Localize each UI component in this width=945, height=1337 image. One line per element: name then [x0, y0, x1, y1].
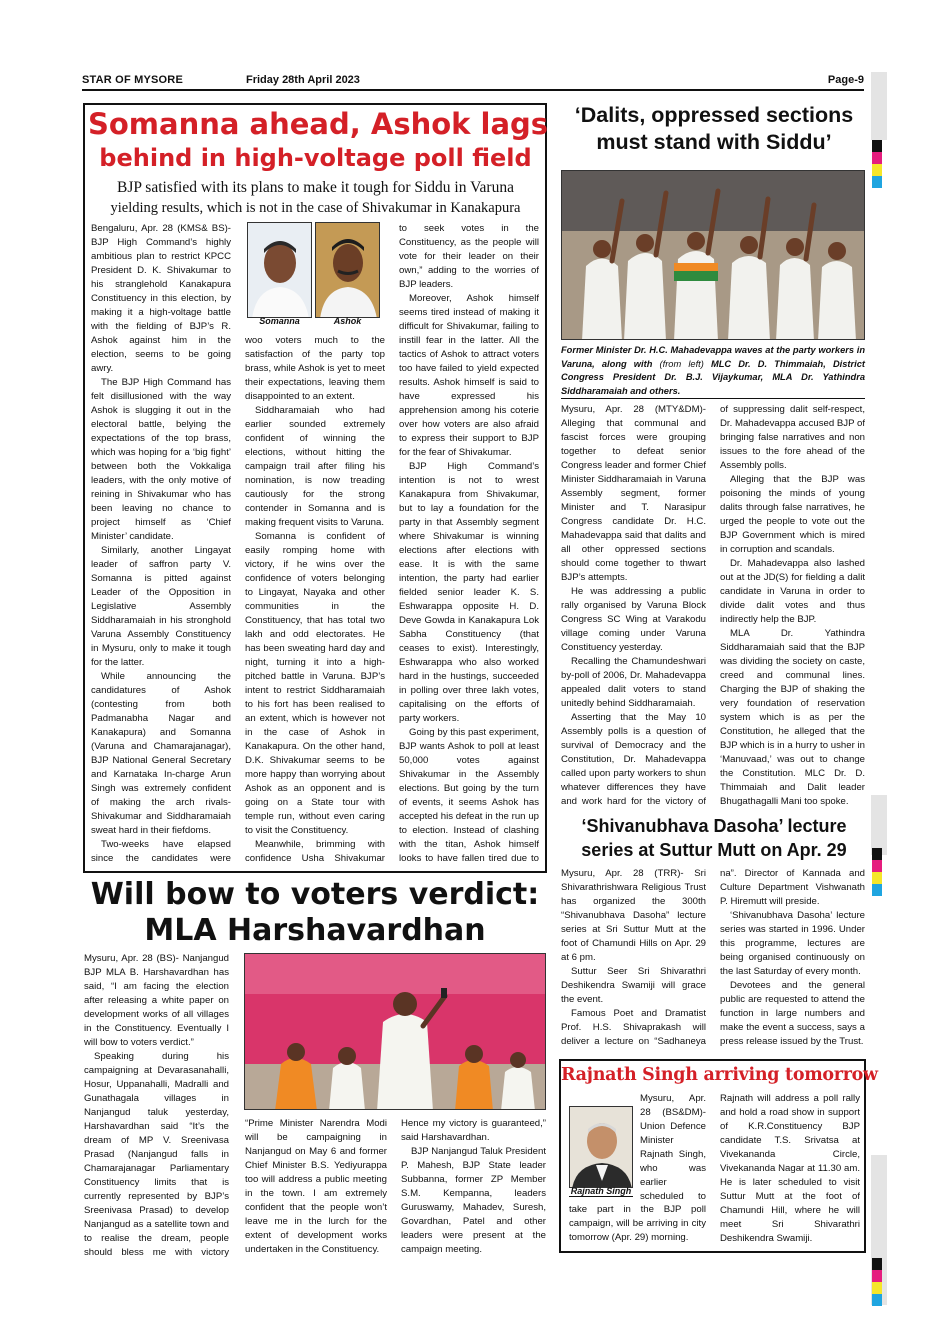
harsha-paragraph: Hence my victory is guaranteed,” said Harshavardhan.: [401, 1118, 546, 1143]
suttur-headline-line2: series at Suttur Mutt on Apr. 29: [581, 840, 847, 860]
lead-paragraph: While announcing the candidatures of Ashok (contesting from both Padmanabha Nagar and Kanakapura) and Somanna (Varuna and Chamarajanagar), BJP National General Secretary and Karnataka In-charge Arun Singh was extremely confident of making the arch rivals-Shivakumar and Siddharamaiah sweat hard in their fiefdoms.: [91, 671, 231, 836]
harsha-column-3: [401, 1117, 546, 1257]
harsha-paragraph: Mysuru, Apr. 28 (BS)- Nanjangud BJP MLA B. Harshavardhan has said, “I am facing the election after releasing a white paper on development works of all villages in the Constituency. Eventually I will bow to voters verdict.”: [84, 953, 229, 1048]
dalits-paragraph: of suppressing dalit self-respect, Dr. Mahadevappa accused BJP of bringing false narratives and non issues to the fore ahead of the Assembly polls.: [720, 404, 865, 471]
dalits-column-1: [561, 403, 706, 811]
suttur-paragraph: ‘Shivanubhava Dasoha’ lecture series was started in 1996. Under this programme, lectures are being organised continuously on the last Saturday of every month.: [720, 910, 865, 977]
dalits-paragraph: Dr. Mahadevappa also lashed out at the JD(S) for fielding a dalit candidate in Varuna in order to divide dalit votes and thus indirectly help the BJP.: [720, 558, 865, 625]
suttur-headline-line1: ‘Shivanubhava Dasoha’ lecture: [581, 816, 847, 836]
masthead-paper-name: STAR OF MYSORE: [82, 74, 183, 86]
rajnath-paragraph: take part in the BJP poll campaign, will be arriving in city tomorrow (Apr. 29) morning.: [569, 1204, 706, 1243]
dalits-paragraph: Recalling the Chamundeshwari by-poll of 2006, Dr. Mahadevappa appealed dalit voters to stand unitedly behind Siddharamaiah.: [561, 656, 706, 709]
suttur-paragraph: na”. Director of Kannada and Culture Department Vishwanath P. Hiremutt will preside.: [720, 868, 865, 907]
masthead-page-number: Page-9: [827, 74, 864, 86]
lead-paragraph: Meanwhile, brimming with confidence Usha Shivakumar: [245, 839, 385, 864]
lead-paragraph: Bengaluru, Apr. 28 (KMS& BS)- BJP High Command’s highly ambitious plan to restrict KPCC President D. K. Shivakumar to his stranglehold Kanakapura Constituency in this election, by making it a high-voltage battle with the fielding of BJP’s R. Ashok against him in the election, seems to be going awry.: [91, 223, 231, 374]
rajnath-portrait-icon: [570, 1107, 633, 1188]
print-gutter-strip: [871, 795, 887, 855]
rajnath-headline: Rajnath Singh arriving tomorrow: [561, 1065, 878, 1085]
rajnath-paragraph: Rajnath will address a poll rally and hold a road show in support of K.R.Constituency BJP candidate T.S. Srivatsa at Vivekananda Circle, Vivekananda Nagar at 11.30 am. He is later scheduled to visit Suttur Mutt at the foot of Chamundi Hill, where he will meet Sri Shivarathri Deshikendra Swamiji.: [720, 1093, 860, 1244]
suttur-paragraph: Mysuru, Apr. 28 (TRR)- Sri Shivarathrishwara Religious Trust has organized the 300th “Shivanubhava Dasoha” lecture series at Sri Suttur Mutt at the foot of Chamundi Hills on Apr. 29 at 6 pm.: [561, 868, 706, 963]
dalits-caption-rule: [561, 398, 865, 399]
harshavardhan-campaign-photo: [244, 953, 546, 1110]
harsha-headline-line2: MLA Harshavardhan: [144, 913, 486, 948]
lead-paragraph: BJP High Command’s intention is not to wrest Kanakapura from Shivakumar, but to lay a foundation for the party in that Assembly segment where Shivakumar is winning elections after elections with ease. It is with the same intention, the party had earlier fielded senior leader K. S. Eshwarappa opposite H. D. Deve Gowda in Kanakapura Lok Sabha Constituency (that ceases to exist). Interestingly, Eshwarappa who also worked hard in the hustings, succeeded in polling over three lakh votes, capitalising on the efforts of party workers.: [399, 461, 539, 724]
dalits-caption-from-left: (from left): [659, 358, 704, 369]
rajnath-photo-caption: Rajnath Singh: [570, 1186, 632, 1196]
masthead-rule: [82, 89, 864, 91]
dalits-paragraph: Alleging that the BJP was poisoning the minds of young dalits through false narratives, he urged the people to vote out the BJP Government which is mired in corruption and scandals.: [720, 474, 865, 555]
dalits-caption-text: Former Minister Dr. H.C. Mahadevappa waves at the party workers in Varuna, along with: [561, 345, 865, 369]
harsha-headline-line1: Will bow to voters verdict:: [90, 877, 540, 912]
lead-paragraph: The BJP High Command has felt disillusioned with the way Ashok is slugging it out in the electoral battle, belying the expectations of the top brass, which was hoping for a ‘big fight’ between both the Vokkaliga leaders, with the only motive of reining in Shivakumar who has been leaving no chance to project himself as ‘Chief Minister’ candidate.: [91, 377, 231, 542]
suttur-column-1: [561, 867, 706, 1049]
lead-paragraph: Two-weeks have elapsed since the candidates were: [91, 839, 231, 864]
suttur-paragraph: Famous Poet and Dramatist Prof. H.S. Shivaprakash will deliver a lecture on “Sadhaneya: [561, 1008, 706, 1047]
rally-crowd-icon: [562, 171, 865, 340]
somanna-portrait-icon: [248, 223, 312, 318]
harsha-paragraph: “Prime Minister Narendra Modi will be campaigning in Nanjangud on May 6 and former Chief Minister B.S. Yediyurappa too will address a public meeting in the town. I am extremely confident that the people won’t leave me in the lurch for the extent of development works undertaken in the Constituency.: [245, 1118, 387, 1255]
lead-headline-line2: behind in high-voltage poll field: [99, 144, 532, 172]
dalits-paragraph: Mysuru, Apr. 28 (MTY&DM)- Alleging that communal and fascist forces were grouping together to defeat senior Congress leader and former Chief Minister Siddharamaiah in Varuna Assembly segment, former Minister and T. Narasipur Congress candidate Dr. H.C. Mahadevappa said that dalits and all other oppressed sections should come together to thwart BJP’s attempts.: [561, 404, 706, 583]
dalits-paragraph: Asserting that the May 10 Assembly polls is a question of survival of Democracy and the Constitution, Dr. Mahadevappa called upon party workers to shun whatever differences they have and work hard for the victory of: [561, 712, 706, 807]
lead-column-1: [91, 222, 231, 868]
ashok-photo: [315, 222, 380, 318]
color-registration-marks: [872, 848, 882, 896]
dalits-paragraph: MLA Dr. Yathindra Siddharamaiah said that the BJP was dividing the society on caste, creed and communal lines. Charging the BJP of shaking the very foundation of reservation system which is as per the Constitution, he alleged that the BJP which is in a hurry to usher in ‘Manuvaad,’ was out to change the Constitution. MLC Dr. D. Thimmaiah and Dalit leader Bhugathagalli Mani too spoke.: [720, 628, 865, 807]
dalits-headline-line2: must stand with Siddu’: [596, 130, 832, 154]
lead-paragraph: Similarly, another Lingayat leader of saffron party V. Somanna is pitted against Leader of the Opposition in Legislative Assembly Siddharamaiah in his stronghold Varuna Assembly Constituency in Mysuru, only to make it tough for the latter.: [91, 545, 231, 668]
rajnath-column-1: [569, 1203, 706, 1249]
lead-column-2: [245, 334, 385, 868]
dalits-caption-text: MLC Dr. D. Thimmaiah, District Congress President Dr. B.J. Vijaykumar, MLA Dr. Yathindra Siddharamaiah and others.: [561, 358, 865, 396]
lead-paragraph: Siddharamaiah who had earlier sounded extremely confident of winning the elections, without hitting the campaign trail after filing his nomination, is now treading cautiously for the strong contender in Somanna and is making frequent visits to Varuna.: [245, 405, 385, 528]
somanna-photo: [247, 222, 312, 318]
lead-paragraph: Somanna is confident of easily romping home with victory, if he wins over the confidence of voters belonging to Lingayat, Nayaka and other communities in the Constituency, that has total two lakh and odd electorates. He has been sweating hard day and night, turning it into a high-pitched battle in Varuna. BJP’s intent to restrict Siddharamaiah to his fort has been realised to an extent, which is however not in the case of Ashok in Kanakapura. On the other hand, D.K. Shivakumar seems to be more happy than worrying about Ashok as an opponent and is going on a State tour with temple run, without even caring to visit the Constituency.: [245, 531, 385, 836]
suttur-paragraph: Devotees and the general public are requested to attend the function in large numbers and make the event a success, says a press release issued by the Trust.: [720, 980, 865, 1047]
harsha-column-1: [84, 952, 229, 1257]
dalits-paragraph: He was addressing a public rally organised by Varuna Block Congress SC Wing at Varakodu village coming under Varuna Constituency yesterday.: [561, 586, 706, 653]
lead-column-3: [399, 222, 539, 868]
masthead: [82, 72, 864, 90]
lead-deck-line2: yielding results, which is not in the case of Shivakumar in Kanakapura: [110, 200, 521, 216]
ashok-photo-caption: Ashok: [333, 316, 362, 326]
lead-paragraph: woo voters much to the satisfaction of the party top brass, while Ashok is yet to meet their expectations, leaving them disappointed to an extent.: [245, 335, 385, 402]
lead-headline-line1: Somanna ahead, Ashok lags: [88, 107, 549, 141]
lead-paragraph: Moreover, Ashok himself seems tired instead of making it difficult for Shivakumar, failing to instill fear in the latter. All the tactics of Ashok to attract voters too have failed to yield expected results. Ashok himself is said to have expressed his apprehension among his coterie over how voters are also afraid to express their support to BJP for the fear of Shivakumar.: [399, 293, 539, 458]
lead-deck-line1: BJP satisfied with its plans to make it tough for Siddu in Varuna: [117, 179, 514, 196]
suttur-column-2: [720, 867, 865, 1049]
dalits-headline-line1: ‘Dalits, oppressed sections: [574, 103, 854, 127]
rajnath-photo: [569, 1106, 633, 1188]
masthead-date: Friday 28th April 2023: [246, 74, 360, 86]
harsha-paragraph: Speaking during his campaigning at Devarasanahalli, Hosur, Uppanahalli, Madralli and Gunathagala villages in Nanjangud taluk yesterday, Harshavardhan said “It’s the dream of MP V. Sreenivasa Prasad (Nanjangud falls in Chamarajanagar Parliamentary Constituency limits that is currently represented by BJP’s Sreenivasa Prasad) to develop Nanjangud as a satellite town and to realise the dream, people should bless me with victory: [84, 1051, 229, 1257]
print-gutter-strip: [871, 72, 887, 140]
suttur-paragraph: Suttur Seer Sri Shivarathri Deshikendra Swamiji will grace the event.: [561, 966, 706, 1005]
mahadevappa-rally-photo: [561, 170, 865, 340]
campaign-stage-icon: [245, 954, 546, 1110]
harsha-paragraph: BJP Nanjangud Taluk President P. Mahesh, BJP State leader Subbanna, former ZP Member S.M. Kempanna, leaders Guruswamy, Mahadev, Suresh, Govardhan, Patel and other leaders were present at the campaign meeting.: [401, 1146, 546, 1255]
lead-paragraph: to seek votes in the Constituency, as the people will vote for their leader on their own,” adding to the worries of BJP leaders.: [399, 223, 539, 290]
rajnath-top-text: Mysuru, Apr. 28 (BS&DM)- Union Defence Minister Rajnath Singh, who was earlier scheduled to: [640, 1093, 706, 1202]
somanna-photo-caption: Somanna: [259, 316, 300, 326]
rajnath-column-2: [720, 1092, 860, 1248]
ashok-portrait-icon: [316, 223, 380, 318]
dalits-photo-caption: [561, 344, 865, 398]
dalits-column-2: [720, 403, 865, 811]
color-registration-marks: [872, 1258, 882, 1306]
harsha-column-2: [245, 1117, 387, 1257]
color-registration-marks: [872, 140, 882, 188]
lead-paragraph: Going by this past experiment, BJP wants Ashok to poll at least 50,000 votes against Shivakumar in the Assembly elections. But going by the turn of events, it seems Ashok has accepted his defeat in the run up to election. Instead of clashing with the titan, Ashok himself looks to have fallen tired due to: [399, 727, 539, 864]
